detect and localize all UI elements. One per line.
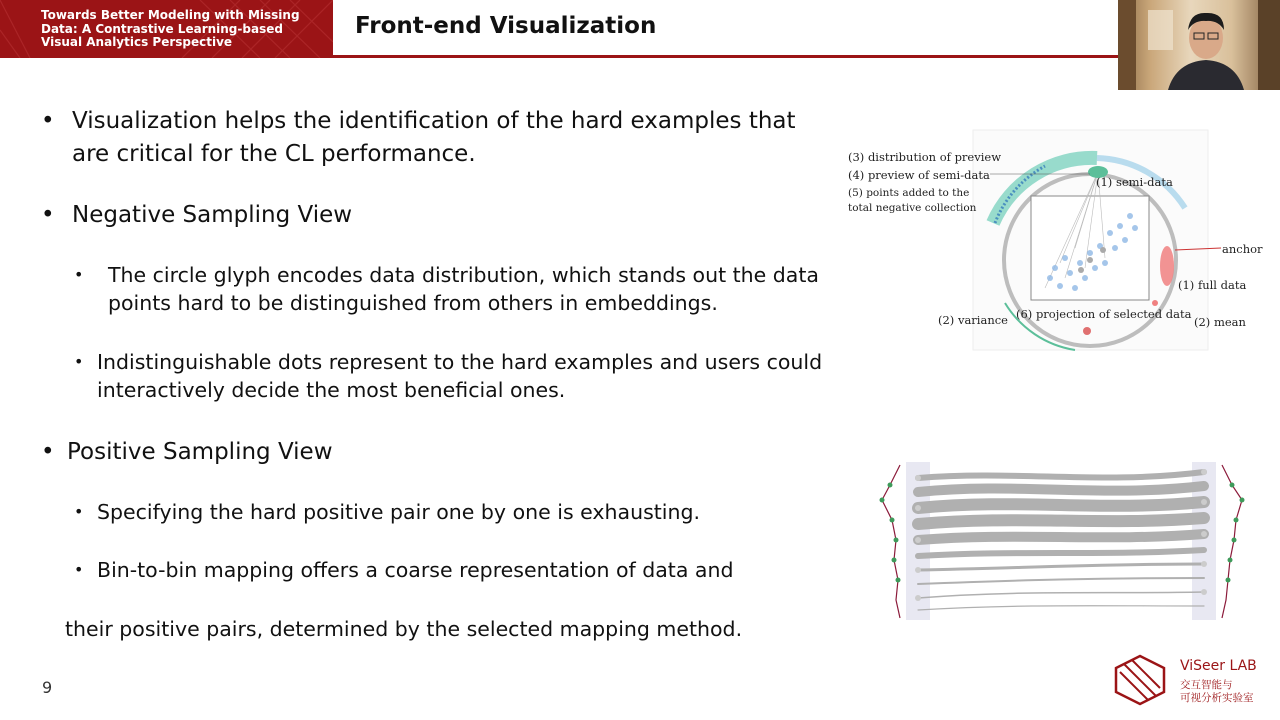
presenter-webcam	[1118, 0, 1280, 90]
sub-bullet-bin-mapping-continued: their positive pairs, determined by the selected mapping method.	[65, 617, 743, 641]
bullet-text: Indistinguishable dots represent to the hard examples and users could interactively decide the most beneficial ones.	[97, 350, 823, 402]
bullet-positive-sampling	[41, 436, 807, 469]
bullet-text: Visualization helps the identification of the hard examples that are critical for the CL performance.	[72, 108, 796, 167]
bullet-glyph: •	[74, 560, 84, 579]
presenter-image	[1118, 0, 1280, 90]
bullet-glyph: •	[74, 265, 84, 284]
bullet-glyph: •	[41, 108, 55, 134]
viseer-lab-logo-icon	[1112, 654, 1168, 706]
bullet-glyph: •	[41, 202, 55, 228]
label-variance: (2) variance	[938, 313, 1008, 327]
logo-name: ViSeer LAB	[1180, 658, 1257, 674]
logo-subtitle-line2: 可视分析实验室	[1180, 692, 1254, 704]
bullet-visualization	[41, 105, 812, 171]
label-full-data: (1) full data	[1178, 278, 1247, 292]
positive-sampling-figure	[870, 460, 1250, 625]
page-number: 9	[42, 678, 53, 697]
bullet-text: Bin-to-bin mapping offers a coarse representation of data and	[97, 558, 734, 582]
negative-sampling-figure	[845, 128, 1265, 353]
bin-to-bin-mapping-illustration	[870, 460, 1250, 625]
bullet-text: The circle glyph encodes data distribution, which stands out the data points hard to be distinguished from others in embeddings.	[108, 263, 819, 315]
label-projection-selected: (6) projection of selected data	[1016, 307, 1192, 321]
logo-subtitle	[1180, 679, 1270, 705]
label-preview-of-semi-data: (4) preview of semi-data	[848, 168, 990, 182]
label-points-added-line2: total negative collection	[848, 202, 977, 214]
logo-subtitle-line1: 交互智能与	[1180, 679, 1233, 691]
bullet-glyph: •	[74, 352, 84, 371]
bullet-text: Specifying the hard positive pair one by one is exhausting.	[97, 500, 701, 524]
bullet-text: Negative Sampling View	[72, 202, 353, 228]
label-distribution-of-preview: (3) distribution of preview	[848, 150, 1002, 164]
slide-title: Front-end Visualization	[355, 13, 657, 39]
label-points-added-line1: (5) points added to the	[848, 187, 970, 199]
bullet-text: Positive Sampling View	[67, 439, 333, 465]
sub-bullet-specifying	[74, 498, 837, 526]
bullet-negative-sampling	[41, 199, 812, 232]
sub-bullet-indistinguishable	[74, 348, 837, 404]
label-mean: (2) mean	[1194, 315, 1246, 329]
bullet-glyph: •	[41, 439, 55, 465]
sub-bullet-bin-mapping	[74, 556, 837, 584]
label-semi-data: (1) semi-data	[1096, 175, 1173, 189]
deck-title: Towards Better Modeling with Missing Data: A Contrastive Learning-based Visual Analytics Perspective	[41, 8, 300, 49]
sub-bullet-circle-glyph	[74, 261, 838, 317]
label-anchor: anchor	[1222, 242, 1263, 256]
bullet-glyph: •	[74, 502, 84, 521]
